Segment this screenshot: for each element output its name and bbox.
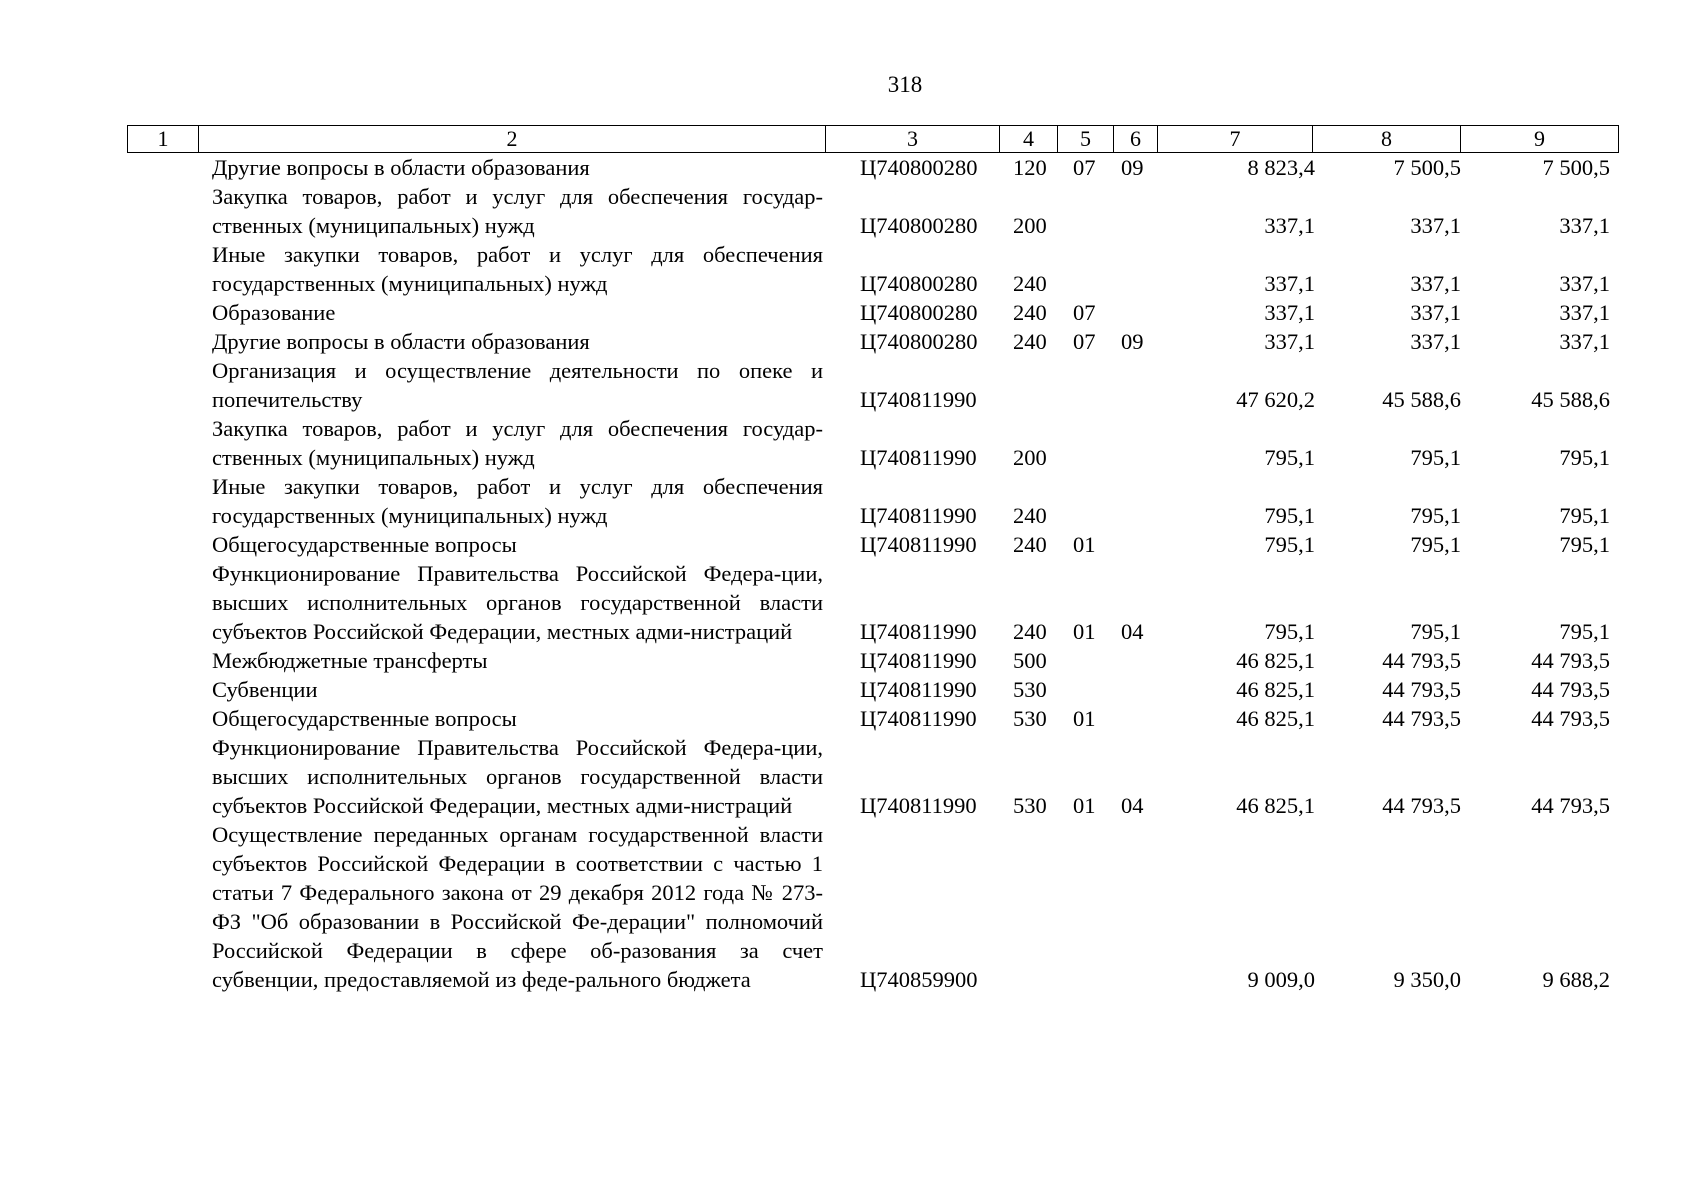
row-subsection: 09 [1121,329,1144,354]
row-subsection: 09 [1121,155,1144,180]
header-col-8: 8 [1312,126,1460,152]
row-target-code: Ц740800280 [860,329,978,354]
row-target-code: Ц740811990 [860,619,977,644]
row-target-code: Ц740800280 [860,271,978,296]
row-expense-type: 500 [1013,648,1047,673]
row-target-code: Ц740811990 [860,445,977,470]
row-value-8: 337,1 [1410,213,1461,238]
row-expense-type: 240 [1013,329,1047,354]
row-expense-type: 200 [1013,213,1047,238]
table-header [127,125,1619,153]
row-expense-type: 120 [1013,155,1047,180]
row-value-9: 337,1 [1559,300,1610,325]
row-expense-type: 240 [1013,271,1047,296]
row-expense-type: 530 [1013,677,1047,702]
row-name: Другие вопросы в области образования [212,329,590,354]
row-value-7: 46 825,1 [1236,793,1315,818]
row-value-7: 46 825,1 [1236,706,1315,731]
row-name: Функционирование Правительства Российской Федера-ции, высших исполнительных органов государственной власти субъектов Российской Федерации, местных адми-нистраций [212,561,823,644]
row-name: Иные закупки товаров, работ и услуг для обеспечения государственных (муниципальных) нужд [212,474,823,528]
row-value-7: 46 825,1 [1236,648,1315,673]
row-value-9: 9 688,2 [1542,967,1610,992]
row-name: Осуществление переданных органам государственной власти субъектов Российской Федерации в соответствии с частью 1 статьи 7 Федерального закона от 29 декабря 2012 года № 273-ФЗ "Об образовании в Российской Фе-дерации" полномочий Российской Федерации в сфере об-разования за счет субвенции, предоставляемой из феде-рального бюджета [212,822,823,992]
row-target-code: Ц740811990 [860,793,977,818]
row-value-7: 337,1 [1264,271,1315,296]
row-value-9: 44 793,5 [1531,706,1610,731]
row-value-9: 44 793,5 [1531,648,1610,673]
table-row [0,820,1697,994]
row-target-code: Ц740811990 [860,677,977,702]
table-row [0,153,1697,182]
row-value-8: 337,1 [1410,329,1461,354]
row-value-9: 45 588,6 [1531,387,1610,412]
row-target-code: Ц740800280 [860,155,978,180]
row-value-7: 8 823,4 [1247,155,1315,180]
row-name: Образование [212,300,336,325]
row-name: Субвенции [212,677,318,702]
row-section: 07 [1073,300,1096,325]
row-value-8: 44 793,5 [1382,677,1461,702]
row-value-7: 337,1 [1264,213,1315,238]
table-row [0,240,1697,298]
table-row [0,559,1697,646]
table-row [0,675,1697,704]
row-value-7: 795,1 [1264,445,1315,470]
header-col-1: 1 [157,126,169,151]
row-value-7: 46 825,1 [1236,677,1315,702]
row-name: Закупка товаров, работ и услуг для обеспечения государ-ственных (муниципальных) нужд [212,416,823,470]
row-section: 01 [1073,706,1096,731]
row-value-9: 337,1 [1559,213,1610,238]
row-value-7: 337,1 [1264,300,1315,325]
row-value-9: 795,1 [1559,445,1610,470]
row-value-7: 9 009,0 [1247,967,1315,992]
row-section: 01 [1073,793,1096,818]
row-section: 01 [1073,532,1096,557]
header-col-4: 4 [999,126,1057,152]
row-value-9: 795,1 [1559,503,1610,528]
row-value-7: 795,1 [1264,619,1315,644]
table-row [0,472,1697,530]
row-value-9: 337,1 [1559,271,1610,296]
row-value-8: 9 350,0 [1393,967,1461,992]
row-value-9: 795,1 [1559,532,1610,557]
row-section: 01 [1073,619,1096,644]
row-value-7: 795,1 [1264,503,1315,528]
row-name: Функционирование Правительства Российской Федера-ции, высших исполнительных органов государственной власти субъектов Российской Федерации, местных адми-нистраций [212,735,823,818]
header-col-9: 9 [1460,126,1618,152]
row-expense-type: 240 [1013,532,1047,557]
row-target-code: Ц740859900 [860,967,978,992]
table-row [0,646,1697,675]
page-number: 318 [887,72,923,97]
row-subsection: 04 [1121,793,1144,818]
row-value-8: 795,1 [1410,619,1461,644]
table-row [0,704,1697,733]
row-expense-type: 240 [1013,503,1047,528]
row-target-code: Ц740811990 [860,532,977,557]
row-target-code: Ц740800280 [860,213,978,238]
row-value-8: 795,1 [1410,445,1461,470]
row-expense-type: 240 [1013,619,1047,644]
row-expense-type: 530 [1013,793,1047,818]
row-name: Межбюджетные трансферты [212,648,488,673]
row-value-9: 44 793,5 [1531,793,1610,818]
table-row [0,182,1697,240]
row-expense-type: 240 [1013,300,1047,325]
row-target-code: Ц740811990 [860,503,977,528]
row-value-8: 337,1 [1410,271,1461,296]
row-value-9: 795,1 [1559,619,1610,644]
table-body [0,153,1697,994]
row-value-8: 337,1 [1410,300,1461,325]
row-name: Закупка товаров, работ и услуг для обеспечения государ-ственных (муниципальных) нужд [212,184,823,238]
row-name: Общегосударственные вопросы [212,532,517,557]
table-row [0,414,1697,472]
row-target-code: Ц740800280 [860,300,978,325]
row-section: 07 [1073,155,1096,180]
row-target-code: Ц740811990 [860,706,977,731]
row-name: Иные закупки товаров, работ и услуг для обеспечения государственных (муниципальных) нужд [212,242,823,296]
table-row [0,298,1697,327]
table-row [0,356,1697,414]
row-value-8: 44 793,5 [1382,706,1461,731]
row-target-code: Ц740811990 [860,648,977,673]
row-expense-type: 200 [1013,445,1047,470]
header-col-3: 3 [825,126,999,152]
row-section: 07 [1073,329,1096,354]
row-value-8: 45 588,6 [1382,387,1461,412]
header-col-5: 5 [1057,126,1113,152]
row-value-8: 44 793,5 [1382,793,1461,818]
row-value-7: 337,1 [1264,329,1315,354]
row-subsection: 04 [1121,619,1144,644]
row-name: Общегосударственные вопросы [212,706,517,731]
row-value-9: 337,1 [1559,329,1610,354]
row-value-7: 795,1 [1264,532,1315,557]
row-value-7: 47 620,2 [1236,387,1315,412]
row-value-8: 795,1 [1410,532,1461,557]
table-row [0,530,1697,559]
header-col-2: 2 [198,126,825,152]
header-col-7: 7 [1157,126,1312,152]
row-name: Организация и осуществление деятельности по опеке и попечительству [212,358,823,412]
row-value-9: 44 793,5 [1531,677,1610,702]
row-value-8: 7 500,5 [1393,155,1461,180]
row-value-8: 44 793,5 [1382,648,1461,673]
table-row [0,327,1697,356]
header-col-6: 6 [1113,126,1157,152]
row-value-9: 7 500,5 [1542,155,1610,180]
row-expense-type: 530 [1013,706,1047,731]
row-value-8: 795,1 [1410,503,1461,528]
row-name: Другие вопросы в области образования [212,155,590,180]
row-target-code: Ц740811990 [860,387,977,412]
table-row [0,733,1697,820]
